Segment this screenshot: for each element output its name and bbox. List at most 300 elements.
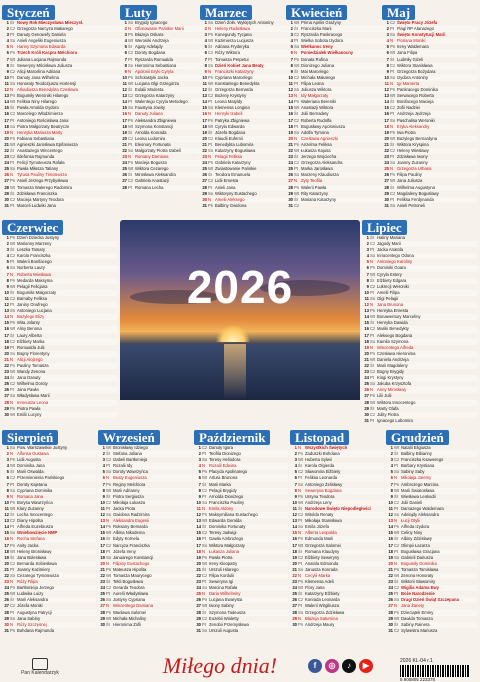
nameday-text: Dzieciątek Emmy xyxy=(401,609,434,615)
day-number: 13 xyxy=(388,518,393,524)
weekday-letter: So xyxy=(202,542,208,548)
day-number: 19 xyxy=(388,554,393,560)
weekday-letter: So xyxy=(208,147,214,153)
weekday-letter: N xyxy=(10,399,14,405)
day-number: 20 xyxy=(100,560,105,566)
day-number: 31 xyxy=(4,202,9,208)
day-number: 16 xyxy=(202,111,207,117)
nameday-text: Cyryla Edwarda xyxy=(215,123,245,129)
nameday-text: Ignacego Lubomira xyxy=(377,417,413,423)
nameday-text: Romana Jana xyxy=(17,493,44,499)
nameday-text: Mariana Katarzyny xyxy=(301,196,336,202)
nameday-text: Bożeny Krystyny xyxy=(215,93,247,99)
weekday-letter: Pn xyxy=(208,160,214,166)
weekday-letter: Cz xyxy=(10,111,16,117)
day-number: 2 xyxy=(390,451,393,457)
weekday-letter: N xyxy=(10,536,14,542)
day-number: 20 xyxy=(122,135,127,141)
month-name: Czerwiec xyxy=(2,220,63,235)
day-list xyxy=(382,20,478,209)
nameday-text: Anieli Jana xyxy=(215,184,236,190)
nameday-text: Roberta Rudolfa xyxy=(301,117,332,123)
nameday-text: Anity Jacka xyxy=(17,542,39,548)
nameday-text: Rozalii Idy xyxy=(113,463,133,469)
day-row xyxy=(120,185,200,191)
nameday-text: Cypriana Marcelego xyxy=(215,74,253,80)
day-number: 1 xyxy=(290,20,293,25)
weekday-letter: Pn xyxy=(208,32,214,38)
day-number: 25 xyxy=(196,591,201,597)
weekday-letter: Śr xyxy=(294,111,299,117)
day-number: 12 xyxy=(4,512,9,518)
day-number: 27 xyxy=(196,603,201,609)
nameday-text: Bronisławy Idziego xyxy=(113,445,148,450)
day-number: 6 xyxy=(102,475,105,481)
weekday-letter: So xyxy=(106,512,112,518)
nameday-text: Tomasza Maurycego xyxy=(113,572,152,578)
day-number: 16 xyxy=(100,536,105,542)
weekday-letter: N xyxy=(370,344,374,350)
day-number: 10 xyxy=(4,289,9,295)
weekday-letter: Pt xyxy=(10,259,14,265)
weekday-letter: Wt xyxy=(394,615,400,621)
weekday-letter: So xyxy=(10,445,16,450)
weekday-letter: Wt xyxy=(370,314,376,320)
weekday-letter: Pn xyxy=(202,469,208,475)
day-number: 20 xyxy=(4,560,9,566)
weekday-letter: N xyxy=(298,615,302,621)
weekday-letter: N xyxy=(10,314,14,320)
day-number: 13 xyxy=(384,93,389,99)
month-maj xyxy=(382,5,478,208)
weekday-letter: Cz xyxy=(294,202,300,208)
nameday-text: Teresy Heliodora xyxy=(209,457,241,463)
day-number: 25 xyxy=(384,166,389,172)
weekday-letter: Pt xyxy=(10,609,14,615)
nameday-text: Katarzyny Bogusława xyxy=(215,147,256,153)
day-row xyxy=(194,628,288,634)
day-number: 10 xyxy=(196,499,201,505)
nameday-text: Bogusława Gracjana xyxy=(401,548,440,554)
weekday-letter: Pn xyxy=(294,184,300,190)
weekday-letter: Pn xyxy=(394,524,400,530)
month-styczen xyxy=(2,5,120,208)
day-number: 8 xyxy=(6,62,9,68)
day-number: 14 xyxy=(202,99,207,105)
day-number: 18 xyxy=(292,548,297,554)
nameday-text: Danuty Juliana xyxy=(135,111,163,117)
day-number: 13 xyxy=(288,93,293,99)
weekday-letter: So xyxy=(394,554,400,560)
day-number: 8 xyxy=(124,62,127,68)
weekday-letter: Cz xyxy=(394,627,400,633)
day-number: 14 xyxy=(388,524,393,530)
footer xyxy=(0,655,480,680)
weekday-letter: Śr xyxy=(298,591,303,597)
nameday-text: Andrzeja Jędrzeja xyxy=(397,111,431,117)
month-grudzien xyxy=(386,430,478,652)
weekday-letter: Śr xyxy=(390,56,395,62)
nameday-text: Pelagii Feliksa xyxy=(215,154,242,160)
nameday-text: Sławomira Elżbiety xyxy=(305,469,341,475)
nameday-text: Wniebowzięcie NMP xyxy=(17,530,58,536)
day-number: 29 xyxy=(288,190,293,196)
month-lipiec xyxy=(362,220,478,423)
nameday-text: Rozalii Edwina xyxy=(209,463,237,469)
day-number: 12 xyxy=(288,87,293,93)
day-number: 14 xyxy=(100,524,105,530)
weekday-letter: Pt xyxy=(298,603,302,609)
weekday-letter: Śr xyxy=(10,190,15,196)
day-number: 4 xyxy=(6,463,9,469)
day-number: 11 xyxy=(384,80,389,86)
day-number: 20 xyxy=(196,560,201,566)
weekday-letter: Śr xyxy=(298,548,303,554)
day-number: 1 xyxy=(390,445,393,450)
nameday-text: Romana Lecha xyxy=(135,184,164,190)
day-number: 25 xyxy=(288,166,293,172)
nameday-text: Alfonsa Gustawa xyxy=(17,451,49,457)
day-number: 19 xyxy=(292,554,297,560)
nameday-text: Pankracego Dominika xyxy=(397,87,438,93)
day-row xyxy=(386,628,478,634)
day-number: 26 xyxy=(122,172,127,178)
nameday-text: Kazimierza Lucjusza xyxy=(215,38,254,44)
day-number: 30 xyxy=(292,621,297,627)
nameday-text: Marzeny Klaudiusza xyxy=(301,172,339,178)
nameday-text: Danuty Igora xyxy=(209,445,233,450)
weekday-letter: So xyxy=(106,597,112,603)
nameday-text: Sabiny Rainera xyxy=(401,621,430,627)
nameday-text: Dawida Tomasza xyxy=(401,615,433,621)
nameday-text: Wiktorii Sławomiry xyxy=(401,579,436,585)
nameday-text: Zdzisława Iwony xyxy=(397,154,428,160)
day-number: 22 xyxy=(4,572,9,578)
weekday-letter: Cz xyxy=(10,196,16,202)
day-number: 24 xyxy=(364,375,369,381)
weekday-letter: Śr xyxy=(10,375,15,381)
day-number: 4 xyxy=(390,463,393,469)
day-number: 26 xyxy=(384,172,389,178)
day-number: 27 xyxy=(4,393,9,399)
day-number: 29 xyxy=(4,190,9,196)
day-number: 16 xyxy=(384,111,389,117)
nameday-text: Bonawentury Marceliny xyxy=(377,314,421,320)
nameday-text: Walerii Wirgiliusza xyxy=(305,603,340,609)
nameday-text: Filipiny Eustachego xyxy=(113,560,150,566)
day-number: 24 xyxy=(4,585,9,591)
weekday-letter: Wt xyxy=(294,147,300,153)
nameday-text: Poniedziałek Wielkanocny xyxy=(301,50,354,56)
nameday-text: Janusza Konrada xyxy=(305,566,338,572)
day-row xyxy=(98,622,192,628)
nameday-text: Medarda Maksyma xyxy=(17,277,53,283)
weekday-letter: N xyxy=(370,302,374,308)
weekday-letter: Śr xyxy=(10,332,15,338)
weekday-letter: Wt xyxy=(390,50,396,56)
weekday-letter: Pn xyxy=(202,554,208,560)
weekday-letter: Pn xyxy=(370,308,376,314)
weekday-letter: Śr xyxy=(106,621,111,627)
weekday-letter: Pt xyxy=(202,579,206,585)
nameday-text: Ireny Kleopatry xyxy=(209,560,238,566)
day-number: 26 xyxy=(100,597,105,603)
day-number: 9 xyxy=(6,283,9,289)
day-number: 15 xyxy=(4,320,9,326)
nameday-text: Emila Aldony xyxy=(209,505,234,511)
weekday-letter: Wt xyxy=(298,457,304,463)
day-number: 4 xyxy=(204,38,207,44)
month-header xyxy=(200,5,286,20)
weekday-letter: Wt xyxy=(202,603,208,609)
weekday-letter: Pn xyxy=(202,597,208,603)
nameday-text: Julii Danieli xyxy=(401,499,423,505)
weekday-letter: Cz xyxy=(370,411,376,417)
day-number: 21 xyxy=(100,566,105,572)
day-number: 26 xyxy=(4,387,9,393)
weekday-letter: Śr xyxy=(128,172,133,178)
nameday-text: Gawła Ambrożego xyxy=(209,536,244,542)
weekday-letter: Wt xyxy=(390,135,396,141)
nameday-text: Błażeja Oskara xyxy=(135,32,164,38)
nameday-text: Bazylego Elizy xyxy=(17,314,45,320)
weekday-letter: N xyxy=(394,560,398,566)
day-number: 11 xyxy=(388,505,393,511)
day-number: 1 xyxy=(366,235,369,240)
day-number: 13 xyxy=(4,93,9,99)
weekday-letter: Śr xyxy=(294,196,299,202)
nameday-text: Felicji Tymoteusza Rafała xyxy=(17,160,65,166)
day-number: 19 xyxy=(384,129,389,135)
day-number: 4 xyxy=(102,463,105,469)
nameday-text: Jerzego Wojciecha xyxy=(301,154,337,160)
nameday-text: Klaudii Eufemii xyxy=(215,135,243,141)
day-number: 12 xyxy=(196,512,201,518)
nameday-text: Mikołaja Jaremy xyxy=(401,475,432,481)
nameday-text: Henryki Izabeli xyxy=(215,111,243,117)
nameday-text: Katarzyny Elżbiety xyxy=(305,591,340,597)
nameday-text: Ryszarda Romualda xyxy=(135,56,173,62)
weekday-letter: Pt xyxy=(10,160,14,166)
day-number: 21 xyxy=(122,141,127,147)
nameday-text: Klemensa Longina xyxy=(215,105,250,111)
month-header xyxy=(98,430,192,445)
nameday-text: Adolfa Tymona xyxy=(301,129,329,135)
weekday-letter: N xyxy=(10,451,14,457)
weekday-letter: Pn xyxy=(106,481,112,487)
day-number: 2 xyxy=(124,26,127,32)
day-number: 9 xyxy=(366,283,369,289)
day-number: 15 xyxy=(196,530,201,536)
day-number: 7 xyxy=(204,56,207,62)
nameday-text: Bogny Florentyny xyxy=(17,350,50,356)
nameday-text: Bogusławy Apoloniusza xyxy=(301,123,345,129)
day-number: 4 xyxy=(386,38,389,44)
nameday-text: Pauliny Tomasza xyxy=(17,362,49,368)
day-number: 20 xyxy=(202,135,207,141)
day-number: 10 xyxy=(202,74,207,80)
weekday-letter: Pn xyxy=(298,493,304,499)
day-number: 20 xyxy=(292,560,297,566)
nameday-text: Arkadiusza Benedykta Czesława xyxy=(17,87,78,93)
day-number: 1 xyxy=(204,20,207,25)
weekday-letter: N xyxy=(208,26,212,32)
weekday-letter: N xyxy=(10,129,14,135)
nameday-text: Rity Katarzyny xyxy=(301,190,328,196)
weekday-letter: N xyxy=(208,154,212,160)
nameday-text: Grzegorza Aleksandra xyxy=(301,160,343,166)
weekday-letter: N xyxy=(208,68,212,74)
nameday-text: Wita Jolanty xyxy=(17,320,40,326)
weekday-letter: Pt xyxy=(390,68,394,74)
nameday-text: Euzebii Wioletty xyxy=(209,615,239,621)
nameday-text: Rocha Stefana xyxy=(17,536,45,542)
weekday-letter: Pn xyxy=(128,117,134,123)
day-number: 7 xyxy=(102,481,105,487)
nameday-text: Wiktora Stanisława xyxy=(397,62,433,68)
weekday-letter: Wt xyxy=(10,463,16,469)
weekday-letter: Pt xyxy=(294,166,298,172)
weekday-letter: Wt xyxy=(294,105,300,111)
month-name: Wrzesień xyxy=(98,430,160,445)
weekday-letter: Śr xyxy=(390,184,395,190)
weekday-letter: Cz xyxy=(208,135,214,141)
day-number: 16 xyxy=(196,536,201,542)
weekday-letter: Pn xyxy=(10,320,16,326)
weekday-letter: So xyxy=(10,530,16,536)
nameday-text: Natalii Eligiusza xyxy=(401,445,431,450)
day-number: 1 xyxy=(386,20,389,25)
nameday-text: Walerii Bonifacego xyxy=(17,259,52,265)
day-number: 28 xyxy=(288,184,293,190)
weekday-letter: N xyxy=(10,271,14,277)
weekday-letter: So xyxy=(298,524,304,530)
day-number: 19 xyxy=(100,554,105,560)
day-number: 12 xyxy=(4,87,9,93)
weekday-letter: Wt xyxy=(128,123,134,129)
day-number: 20 xyxy=(388,560,393,566)
nameday-text: Januarego Konstancji xyxy=(113,554,154,560)
nameday-text: Zenona Honoraty xyxy=(401,572,434,578)
weekday-letter: Pt xyxy=(298,475,302,481)
weekday-letter: So xyxy=(10,308,16,314)
weekday-letter: N xyxy=(370,387,374,393)
nameday-text: Alfreda Euzebiusza xyxy=(17,524,54,530)
weekday-letter: Cz xyxy=(298,512,304,518)
day-number: 5 xyxy=(198,469,201,475)
day-number: 16 xyxy=(364,326,369,332)
weekday-letter: Wt xyxy=(390,178,396,184)
day-row xyxy=(382,203,478,209)
day-number: 22 xyxy=(196,572,201,578)
day-number: 20 xyxy=(288,135,293,141)
month-header xyxy=(2,5,120,20)
day-number: 10 xyxy=(288,74,293,80)
weekday-letter: Cz xyxy=(106,585,112,591)
weekday-letter: Śr xyxy=(208,172,213,178)
day-number: 1 xyxy=(294,445,297,450)
nameday-text: Flory Jana xyxy=(305,585,325,591)
weekday-letter: Pt xyxy=(294,38,298,44)
day-number: 2 xyxy=(198,451,201,457)
weekday-letter: Wt xyxy=(294,190,300,196)
weekday-letter: So xyxy=(298,566,304,572)
weekday-letter: Wt xyxy=(10,505,16,511)
month-name: Listopad xyxy=(290,430,349,445)
day-number: 2 xyxy=(6,241,9,247)
day-number: 15 xyxy=(4,105,9,111)
day-number: 5 xyxy=(290,44,293,50)
month-name: Sierpień xyxy=(2,430,58,445)
day-number: 17 xyxy=(364,332,369,338)
weekday-letter: Śr xyxy=(10,512,15,518)
nameday-text: Idy Małgorzaty xyxy=(301,93,329,99)
nameday-text: Piotra Sergiusza xyxy=(113,493,144,499)
nameday-text: Aleksandra Zbigniewa xyxy=(135,117,177,123)
weekday-letter: So xyxy=(208,105,214,111)
weekday-letter: Pn xyxy=(298,536,304,542)
weekday-letter: Śr xyxy=(208,44,213,50)
day-number: 17 xyxy=(202,117,207,123)
month-czerwiec xyxy=(2,220,118,420)
nameday-text: Wiktora Innocentego xyxy=(377,399,416,405)
nameday-text: Lukrecji Weroniki xyxy=(377,283,409,289)
nameday-text: Norberta Laury xyxy=(17,265,45,271)
day-number: 22 xyxy=(288,147,293,153)
nameday-text: Jacka Anatola xyxy=(377,247,404,253)
nameday-text: Marty Olafa xyxy=(377,405,399,411)
day-number: 11 xyxy=(4,80,9,86)
weekday-letter: Pn xyxy=(208,74,214,80)
nameday-text: Konrada Leonarda xyxy=(305,597,340,603)
weekday-letter: Pn xyxy=(10,235,16,240)
weekday-letter: Pt xyxy=(370,332,374,338)
nameday-text: Julity Piotra xyxy=(377,411,399,417)
day-number: 28 xyxy=(4,609,9,615)
weekday-letter: Cz xyxy=(294,117,300,123)
day-number: 6 xyxy=(386,50,389,56)
day-number: 29 xyxy=(292,615,297,621)
day-number: 12 xyxy=(100,512,105,518)
weekday-letter: Śr xyxy=(10,289,15,295)
day-number: 2 xyxy=(6,26,9,32)
nameday-text: Gabrieli Dariusza xyxy=(401,554,434,560)
day-number: 2 xyxy=(294,451,297,457)
weekday-letter: Śr xyxy=(394,621,399,627)
weekday-letter: Cz xyxy=(202,445,208,450)
weekday-letter: Śr xyxy=(370,235,375,240)
day-number: 8 xyxy=(390,487,393,493)
weekday-letter: Cz xyxy=(10,253,16,259)
day-number: 12 xyxy=(364,302,369,308)
weekday-letter: N xyxy=(128,68,132,74)
month-header xyxy=(2,430,96,445)
day-number: 4 xyxy=(198,463,201,469)
weekday-letter: Pt xyxy=(208,141,212,147)
day-number: 27 xyxy=(4,603,9,609)
weekday-letter: Cz xyxy=(208,50,214,56)
nameday-text: Gerarda Teodora xyxy=(113,585,145,591)
day-number: 25 xyxy=(4,381,9,387)
nameday-text: Teresy Jadwigi xyxy=(209,530,237,536)
weekday-letter: Śr xyxy=(106,493,111,499)
month-header xyxy=(194,430,288,445)
day-number: 29 xyxy=(100,615,105,621)
weekday-letter: Pn xyxy=(370,350,376,356)
weekday-letter: N xyxy=(10,493,14,499)
weekday-letter: Cz xyxy=(10,68,16,74)
nameday-text: Tomasza Walerego Radomira xyxy=(17,184,73,190)
